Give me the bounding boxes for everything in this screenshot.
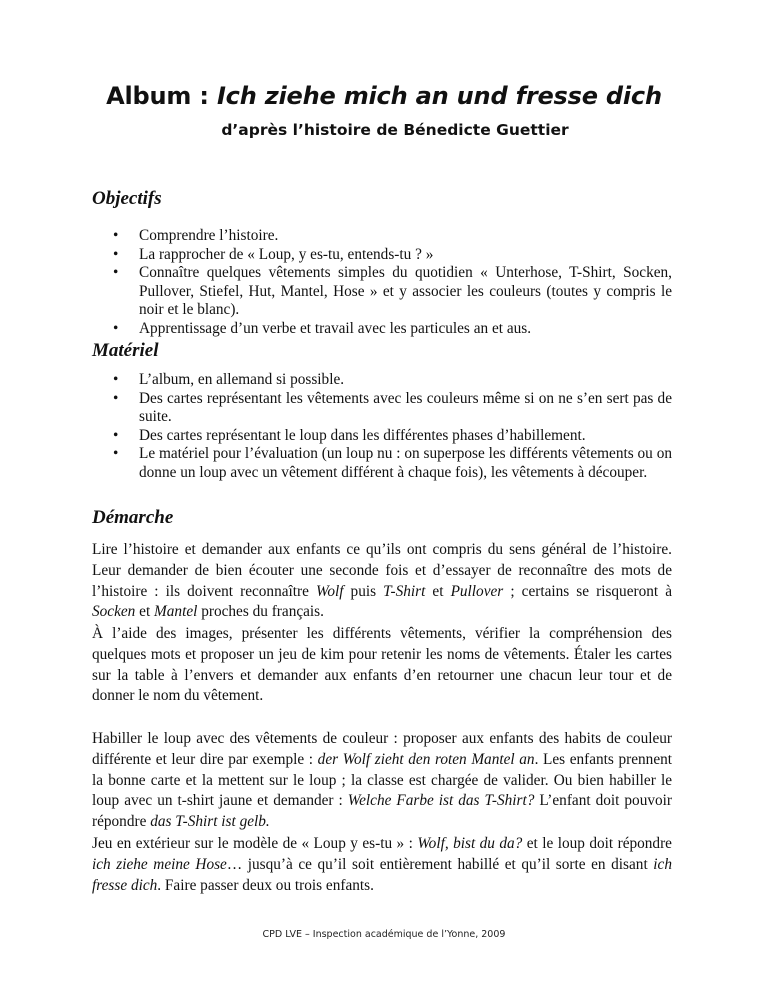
text-run: . Faire passer deux ou trois enfants. [157,876,374,894]
text-run: et [425,582,451,600]
german-word: Socken [92,603,136,621]
text-run: ; certains se risqueront à [503,582,672,600]
german-phrase: Wolf, bist du da? [417,835,523,852]
materiel-list [112,371,672,482]
text-run: puis [343,582,384,600]
document-subtitle: d’après l’histoire de Bénedicte Guettier [221,121,569,139]
section-heading-materiel: Matériel [92,340,159,361]
list-item: • Le matériel pour l’évaluation (un loup nu : on superpose les différents vêtements ou on donne un loup avec un vêtement différent à chaque fois), les vêtements à découper. [112,445,672,482]
demarche-paragraph-3 [92,729,672,833]
demarche-paragraph-4 [92,834,672,896]
list-item: • L’album, en allemand si possible. [112,371,672,390]
list-item: • Des cartes représentant le loup dans les différentes phases d’habillement. [112,427,672,446]
list-item: • Des cartes représentant les vêtements avec les couleurs même si on ne s’en sert pas de suite. [112,390,672,427]
german-phrase: Welche Farbe ist das T-Shirt? [347,792,535,810]
title-book-name: Ich ziehe mich an und fresse dich [216,82,662,110]
document-title [0,82,768,110]
text-run: Lire l’histoire et demander aux enfants ce qu’ils ont compris du sens général de l’histoire. Leur demander de bien écouter une seconde fois et d’essayer de reconnaître des mots de l’histoire : ils doivent reconnaître [92,541,672,600]
text-run: L’enfant doit pouvoir répondre [92,792,672,831]
page-footer: CPD LVE – Inspection académique de l’Yonne, 2009 [262,929,506,940]
section-heading-objectifs: Objectifs [92,188,162,209]
text-run: . Les enfants prennent la bonne carte et la mettent sur le loup ; la classe est chargée de valider. Ou bien habiller le loup avec un t-shirt jaune et demander : [92,750,673,810]
text-run: Habiller le loup avec des vêtements de couleur : proposer aux enfants des habits de couleur différente et leur dire par exemple : [92,730,672,768]
title-prefix: Album : [106,82,217,110]
german-phrase: ich ziehe meine Hose [92,855,227,873]
list-item: • La rapprocher de « Loup, y es-tu, entends-tu ? » [112,246,672,265]
text-run: Jeu en extérieur sur le modèle de « Loup y es-tu » : [92,835,418,852]
list-item: • Connaître quelques vêtements simples du quotidien « Unterhose, T-Shirt, Socken, Pullover, Stiefel, Hut, Mantel, Hose » et y associer les couleurs (toutes y compris le noir et le blanc). [112,264,672,320]
german-word: Pullover [450,582,504,600]
list-item: • Comprendre l’histoire. [112,227,672,246]
german-phrase: das T-Shirt ist gelb. [150,813,270,831]
german-word: Mantel [154,603,198,621]
section-heading-demarche: Démarche [92,507,174,528]
text-run: et le loup doit répondre [522,835,672,852]
german-phrase: ich fresse dich [92,855,672,894]
demarche-paragraph-2: À l’aide des images, présenter les différents vêtements, vérifier la compréhension des quelques mots et proposer un jeu de kim pour retenir les noms de vêtements. Étaler les cartes sur la table à l’envers et demander aux enfants d’en retourner une chacun leur tour et de donner le nom du vêtement. [92,625,672,705]
text-run: proches du français. [197,603,324,621]
demarche-paragraph-1 [92,540,672,623]
german-word: Wolf [315,582,344,600]
text-run: et [135,603,155,621]
list-item: • Apprentissage d’un verbe et travail avec les particules an et aus. [112,320,672,339]
text-run: … jusqu’à ce qu’il soit entièrement habillé et qu’il sorte en disant [226,855,654,873]
german-word: T-Shirt [383,582,426,600]
objectifs-list [112,227,672,338]
german-phrase: der Wolf zieht den roten Mantel an [317,750,535,768]
